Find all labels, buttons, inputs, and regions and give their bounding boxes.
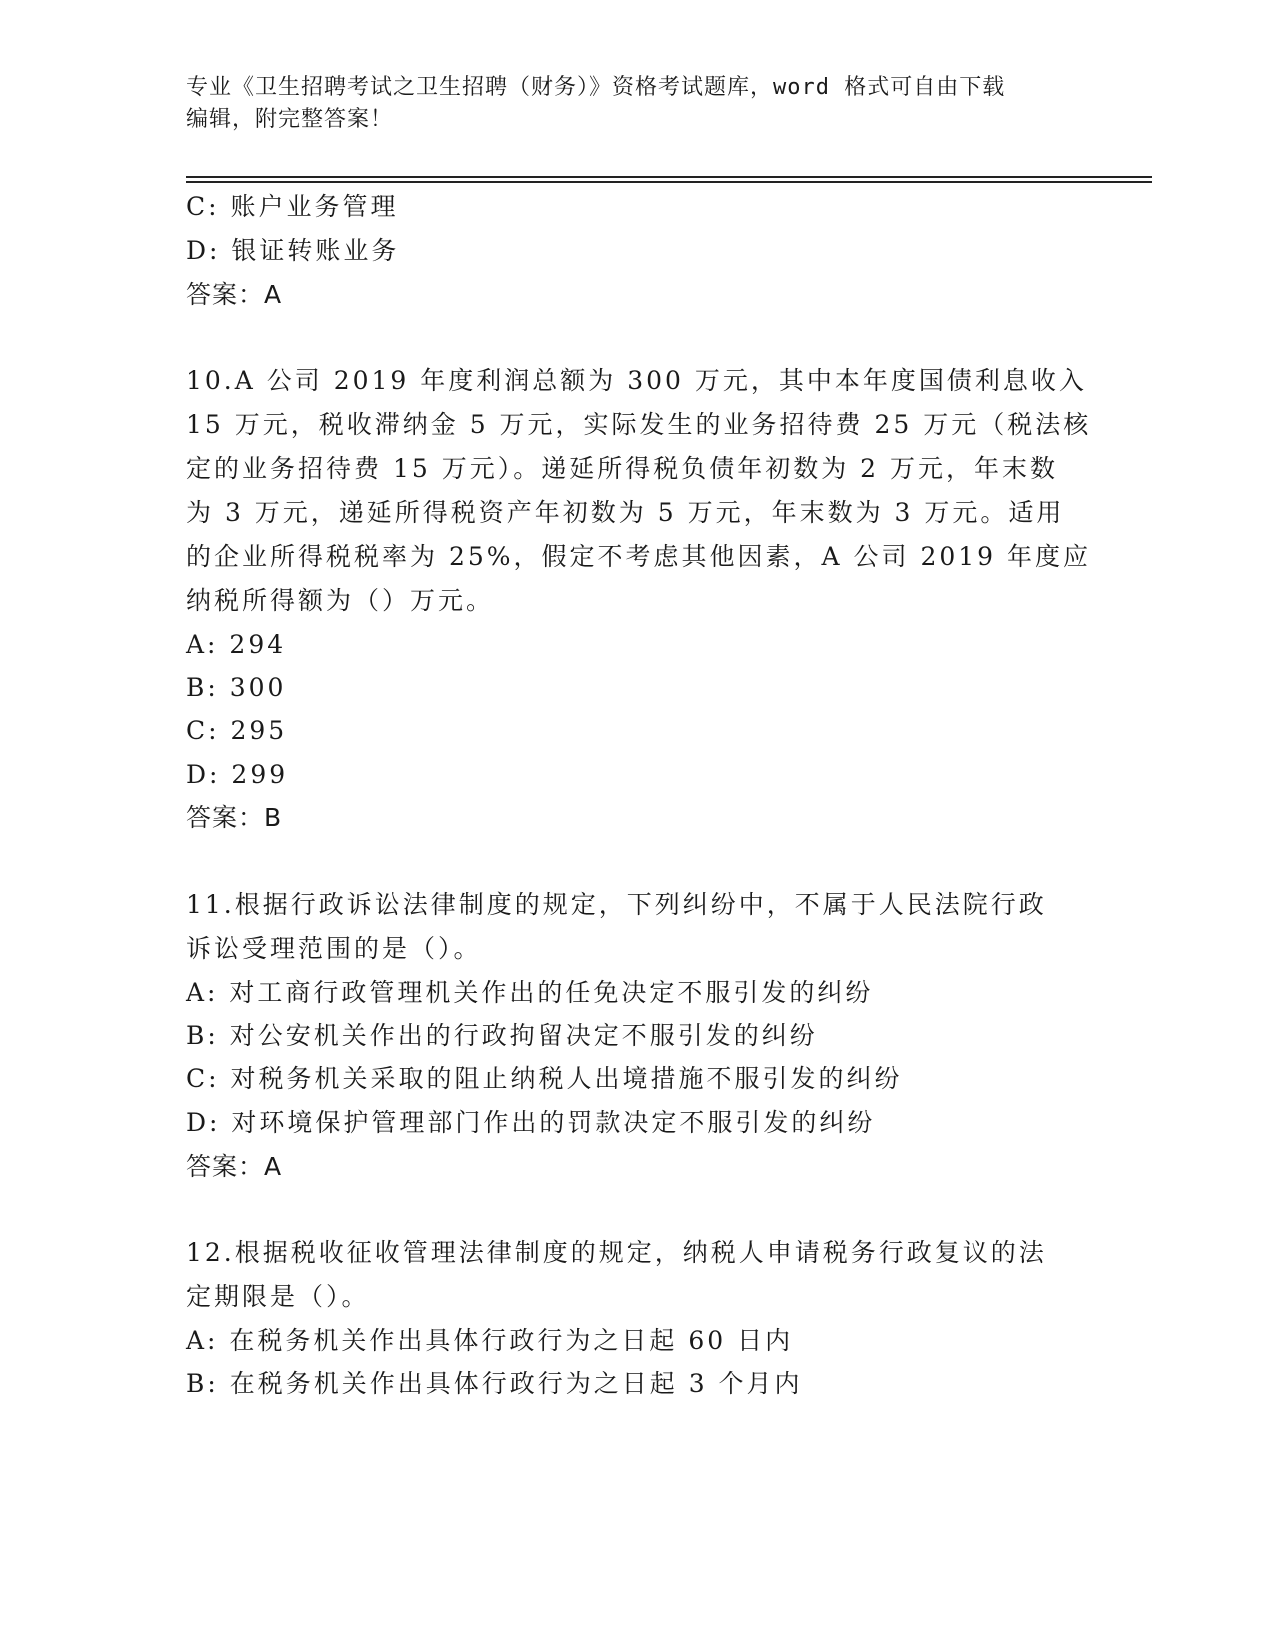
question-stem-line: 为 3 万元，递延所得税资产年初数为 5 万元，年末数为 3 万元。适用 bbox=[186, 498, 1065, 527]
document-header bbox=[186, 72, 1086, 136]
option-line: D: 对环境保护管理部门作出的罚款决定不服引发的纠纷 bbox=[186, 1108, 876, 1137]
question-stem-line: 诉讼受理范围的是（）。 bbox=[186, 934, 482, 963]
question-stem-line: 纳税所得额为（）万元。 bbox=[186, 586, 495, 615]
option-line: C: 账户业务管理 bbox=[186, 192, 399, 221]
answer-line: 答案：B bbox=[186, 803, 283, 832]
option-line: A: 在税务机关作出具体行政行为之日起 60 日内 bbox=[186, 1326, 794, 1355]
question-stem-line: 12.根据税收征收管理法律制度的规定，纳税人申请税务行政复议的法 bbox=[186, 1238, 1047, 1267]
option-line: D: 299 bbox=[186, 760, 289, 789]
option-line: C: 295 bbox=[186, 716, 288, 745]
option-line: B: 在税务机关作出具体行政行为之日起 3 个月内 bbox=[186, 1369, 803, 1398]
option-line: D: 银证转账业务 bbox=[186, 236, 400, 265]
answer-line: 答案：A bbox=[186, 1152, 283, 1181]
option-line: C: 对税务机关采取的阻止纳税人出境措施不服引发的纠纷 bbox=[186, 1064, 903, 1093]
header-line: 编辑，附完整答案！ bbox=[186, 107, 394, 132]
header-divider bbox=[186, 176, 1152, 178]
answer-line: 答案：A bbox=[186, 280, 283, 309]
question-stem-line: 定的业务招待费 15 万元）。递延所得税负债年初数为 2 万元，年末数 bbox=[186, 454, 1059, 483]
question-stem-line: 的企业所得税税率为 25%，假定不考虑其他因素，A 公司 2019 年度应 bbox=[186, 542, 1092, 571]
question-stem-line: 15 万元，税收滞纳金 5 万元，实际发生的业务招待费 25 万元（税法核 bbox=[186, 410, 1092, 439]
option-line: B: 对公安机关作出的行政拘留决定不服引发的纠纷 bbox=[186, 1021, 818, 1050]
question-stem-line: 10.A 公司 2019 年度利润总额为 300 万元，其中本年度国债利息收入 bbox=[186, 366, 1087, 395]
question-stem-line: 11.根据行政诉讼法律制度的规定，下列纠纷中，不属于人民法院行政 bbox=[186, 890, 1047, 919]
option-line: B: 300 bbox=[186, 673, 287, 702]
option-line: A: 对工商行政管理机关作出的任免决定不服引发的纠纷 bbox=[186, 978, 874, 1007]
option-line: A: 294 bbox=[186, 630, 287, 659]
header-line: 专业《卫生招聘考试之卫生招聘（财务）》资格考试题库，word 格式可自由下载 bbox=[186, 75, 1006, 100]
question-stem-line: 定期限是（）。 bbox=[186, 1282, 370, 1311]
header-divider bbox=[186, 181, 1152, 183]
